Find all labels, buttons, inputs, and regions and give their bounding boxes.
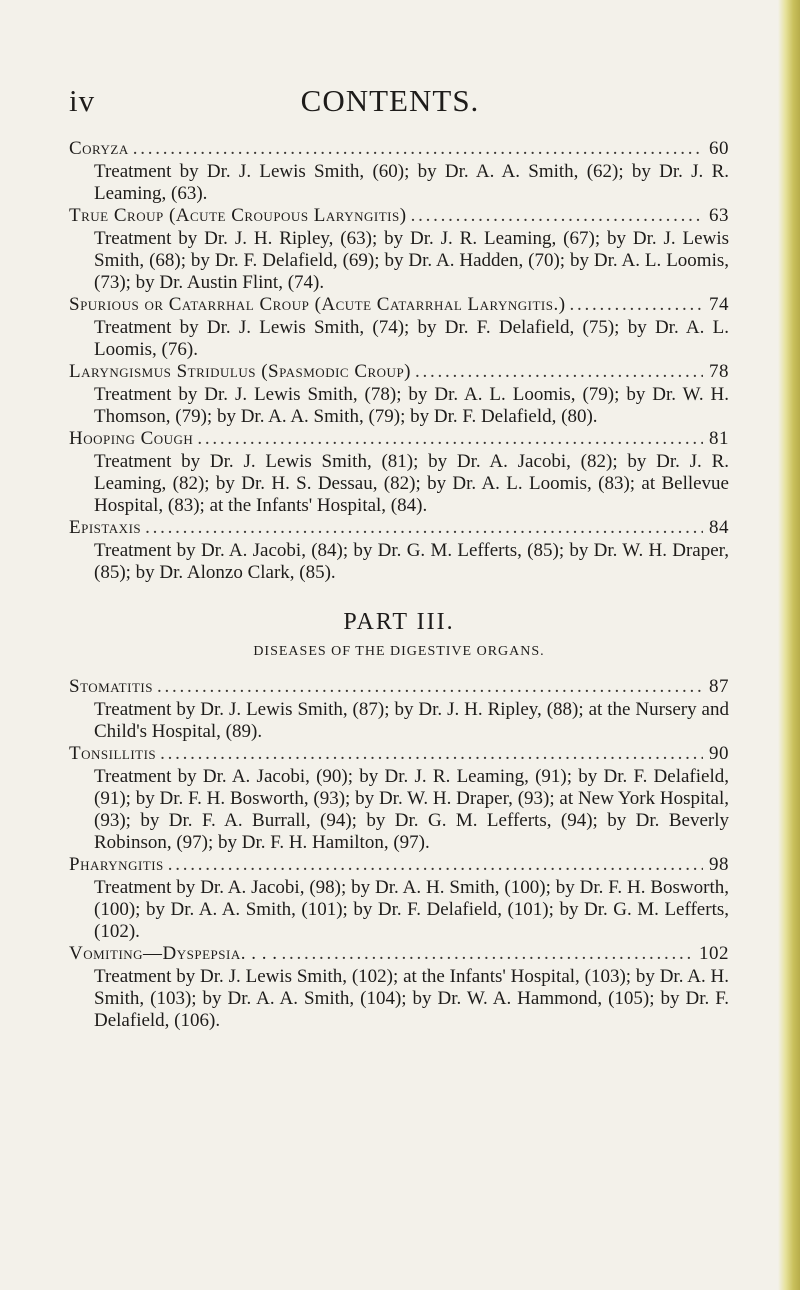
toc-entry-tonsillitis <box>69 743 729 854</box>
toc-entry-coryza <box>69 138 729 205</box>
toc-entry-hooping-cough <box>69 428 729 517</box>
toc-entry-title: Pharyngitis <box>69 854 164 875</box>
part-heading: PART III. <box>343 609 455 635</box>
toc-entry-title: Hooping Cough <box>69 428 194 449</box>
dot-leader <box>133 138 703 160</box>
toc-entry-description: Treatment by Dr. A. Jacobi, (90); by Dr. J. R. Leaming, (91); by Dr. F. Delafield, (91); by Dr. F. H. Bosworth, (93); by Dr. W. H. Draper, (93); at New York Hospital, (93); by Dr. F. A. Burrall, (94); by Dr. G. M. Lefferts, (94); by Dr. Beverly Robinson, (97); by Dr. F. H. Hamilton, (97). <box>94 766 729 853</box>
dot-leader <box>411 205 703 227</box>
toc-entry-description: Treatment by Dr. J. Lewis Smith, (60); by Dr. A. A. Smith, (62); by Dr. J. R. Leaming, (63). <box>94 161 729 204</box>
toc-entry-description: Treatment by Dr. J. Lewis Smith, (74); by Dr. F. Delafield, (75); by Dr. A. L. Loomis, (76). <box>94 317 729 360</box>
toc-page-number: 98 <box>709 854 729 875</box>
toc-entry-title: Tonsillitis <box>69 743 157 764</box>
toc-entry-laryngismus-stridulus <box>69 361 729 428</box>
toc-entry-description: Treatment by Dr. A. Jacobi, (98); by Dr. A. H. Smith, (100); by Dr. F. H. Bosworth, (100); by Dr. A. A. Smith, (101); by Dr. F. Delafield, (101); by Dr. G. M. Lefferts, (102). <box>94 877 729 942</box>
toc-page-number: 74 <box>709 294 729 315</box>
dot-leader <box>415 361 703 383</box>
dot-leader <box>145 517 703 539</box>
toc-entry-pharyngitis <box>69 854 729 943</box>
toc-page-number: 63 <box>709 205 729 226</box>
toc-page-number: 60 <box>709 138 729 159</box>
toc-entry-vomiting-dyspepsia <box>69 943 729 1032</box>
toc-page-number: 81 <box>709 428 729 449</box>
toc-entry-stomatitis <box>69 676 729 743</box>
page-edge-discoloration <box>778 0 800 1290</box>
toc-entry-description: Treatment by Dr. J. H. Ripley, (63); by Dr. J. R. Leaming, (67); by Dr. J. Lewis Smith, (68); by Dr. F. Delafield, (69); by Dr. A. Hadden, (70); by Dr. A. L. Loomis, (73); by Dr. Austin Flint, (74). <box>94 228 729 293</box>
toc-entry-title: True Croup (Acute Croupous Laryngitis) <box>69 205 407 226</box>
toc-entry-description: Treatment by Dr. J. Lewis Smith, (87); by Dr. J. H. Ripley, (88); at the Nursery and Child's Hospital, (89). <box>94 699 729 742</box>
toc-entry-epistaxis <box>69 517 729 584</box>
toc-entry-title: Laryngismus Stridulus (Spasmodic Croup) <box>69 361 412 382</box>
toc-entry-description: Treatment by Dr. J. Lewis Smith, (81); by Dr. A. Jacobi, (82); by Dr. J. R. Leaming, (82); by Dr. H. S. Dessau, (82); by Dr. A. L. Loomis, (83); at Bellevue Hospital, (83); at the Infants' Hospital, (84). <box>94 451 729 516</box>
toc-page-number: 90 <box>709 743 729 764</box>
toc-page-number: 102 <box>699 943 729 964</box>
toc-entry-title: Epistaxis <box>69 517 142 538</box>
toc-entry-title: Stomatitis <box>69 676 153 697</box>
dot-leader <box>197 428 703 450</box>
dot-leader <box>168 854 703 876</box>
toc-entry-description: Treatment by Dr. J. Lewis Smith, (78); by Dr. A. L. Loomis, (79); by Dr. W. H. Thomson, (79); by Dr. A. A. Smith, (79); by Dr. F. Delafield, (80). <box>94 384 729 427</box>
dot-leader <box>281 943 695 965</box>
dot-leader <box>160 743 703 765</box>
dot-leader <box>157 676 703 698</box>
toc-entry-spurious-croup <box>69 294 729 361</box>
toc-entry-title: Vomiting—Dyspepsia. . . . <box>69 943 278 964</box>
toc-entry-true-croup <box>69 205 729 294</box>
toc-entry-title: Coryza <box>69 138 129 159</box>
toc-page-number: 84 <box>709 517 729 538</box>
page-folio: iv <box>69 83 96 118</box>
toc-page-number: 78 <box>709 361 729 382</box>
toc-entry-title: Spurious or Catarrhal Croup (Acute Catarrhal Laryngitis.) <box>69 294 566 315</box>
table-of-contents <box>69 138 729 1032</box>
part-subheading: DISEASES OF THE DIGESTIVE ORGANS. <box>253 644 545 659</box>
running-title: CONTENTS. <box>300 83 480 118</box>
toc-entry-description: Treatment by Dr. A. Jacobi, (84); by Dr. G. M. Lefferts, (85); by Dr. W. H. Draper, (85); by Dr. Alonzo Clark, (85). <box>94 540 729 583</box>
toc-page-number: 87 <box>709 676 729 697</box>
toc-entry-description: Treatment by Dr. J. Lewis Smith, (102); at the Infants' Hospital, (103); by Dr. A. H. Smith, (103); by Dr. A. A. Smith, (104); by Dr. W. A. Hammond, (105); by Dr. F. Delafield, (106). <box>94 966 729 1031</box>
dot-leader <box>570 294 703 316</box>
